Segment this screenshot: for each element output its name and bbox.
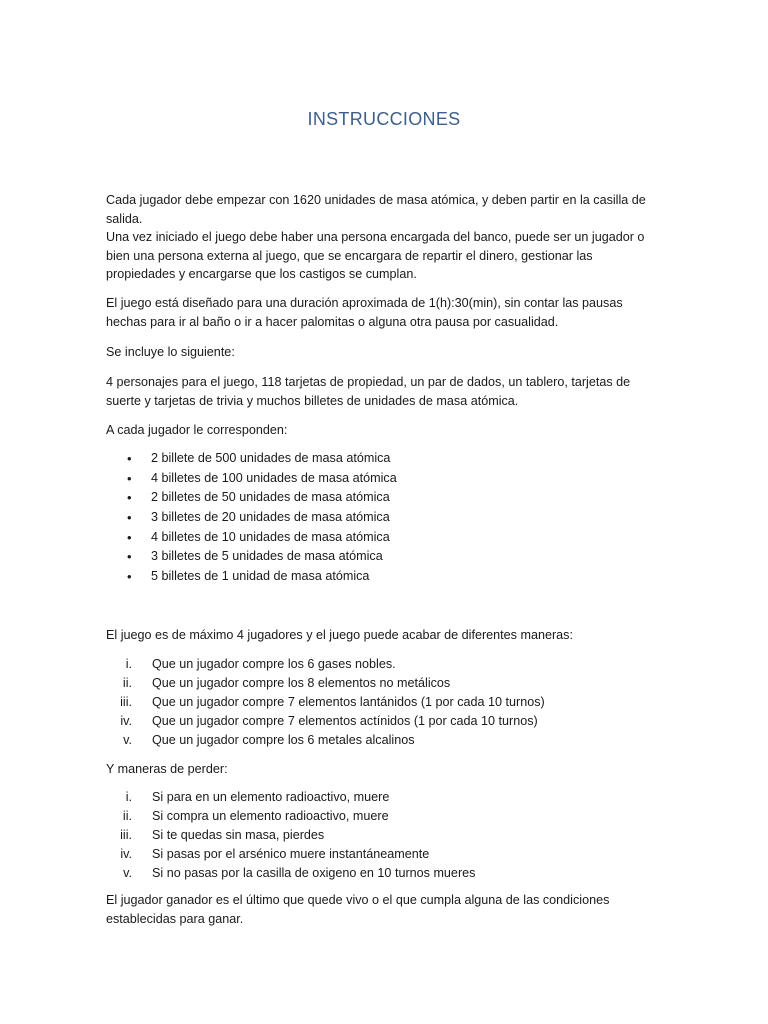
text-line: establecidas para ganar.	[106, 911, 244, 926]
text-line: suerte y tarjetas de trivia y muchos billetes de unidades de masa atómica.	[106, 393, 519, 408]
includes-paragraph	[106, 373, 666, 410]
list-item	[106, 845, 475, 864]
lose-conditions-list	[106, 788, 475, 883]
text-line: Una vez iniciado el juego debe haber una persona encargada del banco, puede ser un jugador o	[106, 230, 645, 245]
text-line: El jugador ganador es el último que quede vivo o el que cumpla alguna de las condiciones	[106, 893, 610, 907]
list-item	[106, 693, 545, 712]
list-item	[106, 488, 397, 508]
text-line: 4 personajes para el juego, 118 tarjetas de propiedad, un par de dados, un tablero, tarjetas de	[106, 375, 631, 389]
includes-heading: Se incluye lo siguiente:	[106, 345, 235, 359]
text-line: El juego está diseñado para una duración aproximada de 1(h):30(min), sin contar las pausas	[106, 296, 623, 310]
list-item-text: 4 billetes de 100 unidades de masa atómica	[151, 470, 397, 485]
list-item-text: Que un jugador compre los 8 elementos no metálicos	[152, 676, 451, 690]
list-item	[106, 567, 397, 587]
list-number: iii.	[120, 828, 132, 842]
list-item-text: 3 billetes de 5 unidades de masa atómica	[151, 549, 383, 564]
list-item-text: Que un jugador compre los 6 gases nobles.	[152, 657, 396, 671]
list-item-text: 2 billete de 500 unidades de masa atómica	[151, 451, 391, 465]
bills-list	[106, 449, 397, 587]
per-player-heading: A cada jugador le corresponden:	[106, 423, 288, 437]
bullet-icon: •	[127, 490, 132, 506]
bullet-icon: •	[127, 451, 132, 466]
list-item-text: 4 billetes de 10 unidades de masa atómica	[151, 529, 390, 544]
list-item-text: 2 billetes de 50 unidades de masa atómica	[151, 490, 390, 505]
list-item-text: Si compra un elemento radioactivo, muere	[152, 809, 389, 823]
page-title: INSTRUCCIONES	[307, 109, 461, 129]
bullet-icon: •	[127, 569, 132, 585]
list-item	[106, 528, 397, 548]
bullet-icon: •	[127, 510, 132, 526]
list-number: i.	[125, 790, 132, 804]
list-number: iii.	[120, 695, 132, 709]
final-paragraph	[106, 891, 666, 928]
win-conditions-list	[106, 655, 545, 750]
text-line: hechas para ir al baño o ir a hacer palomitas o alguna otra pausa por casualidad.	[106, 314, 559, 329]
intro-paragraph	[106, 191, 666, 284]
list-number: i.	[125, 657, 132, 671]
bullet-icon: •	[127, 549, 132, 565]
list-item	[106, 807, 475, 826]
bullet-icon: •	[127, 470, 132, 486]
list-item	[106, 731, 545, 750]
text-line: Cada jugador debe empezar con 1620 unidades de masa atómica, y deben partir en la casilla de	[106, 193, 646, 207]
list-item-text: Que un jugador compre los 6 metales alcalinos	[152, 733, 415, 747]
list-item	[106, 712, 545, 731]
duration-paragraph	[106, 294, 666, 331]
list-item	[106, 788, 475, 807]
list-item-text: Que un jugador compre 7 elementos lantánidos (1 por cada 10 turnos)	[152, 695, 545, 709]
win-heading: El juego es de máximo 4 jugadores y el juego puede acabar de diferentes maneras:	[106, 628, 573, 642]
list-number: v.	[123, 733, 132, 747]
list-item	[106, 674, 545, 693]
text-line: salida.	[106, 211, 143, 226]
list-number: ii.	[122, 809, 132, 823]
list-item	[106, 449, 397, 469]
list-item	[106, 864, 475, 883]
text-line: bien una persona externa al juego, que se encargara de repartir el dinero, gestionar las	[106, 248, 593, 263]
list-item	[106, 826, 475, 845]
list-item	[106, 469, 397, 489]
list-item	[106, 655, 545, 674]
list-item	[106, 508, 397, 528]
list-number: v.	[123, 866, 132, 880]
lose-heading: Y maneras de perder:	[106, 762, 228, 776]
list-item-text: 5 billetes de 1 unidad de masa atómica	[151, 569, 370, 584]
text-line: propiedades y encargarse que los castigos se cumplan.	[106, 267, 417, 282]
bullet-icon: •	[127, 529, 132, 545]
list-item-text: Si no pasas por la casilla de oxigeno en 10 turnos mueres	[152, 866, 476, 880]
list-item	[106, 547, 397, 567]
list-item-text: Si pasas por el arsénico muere instantáneamente	[152, 847, 430, 861]
list-number: ii.	[122, 676, 132, 690]
list-item-text: Que un jugador compre 7 elementos actínidos (1 por cada 10 turnos)	[152, 714, 538, 728]
list-number: iv.	[120, 714, 132, 728]
list-item-text: Si para en un elemento radioactivo, muere	[152, 790, 390, 804]
list-item-text: Si te quedas sin masa, pierdes	[152, 828, 325, 842]
list-number: iv.	[120, 847, 132, 861]
list-item-text: 3 billetes de 20 unidades de masa atómica	[151, 510, 390, 525]
